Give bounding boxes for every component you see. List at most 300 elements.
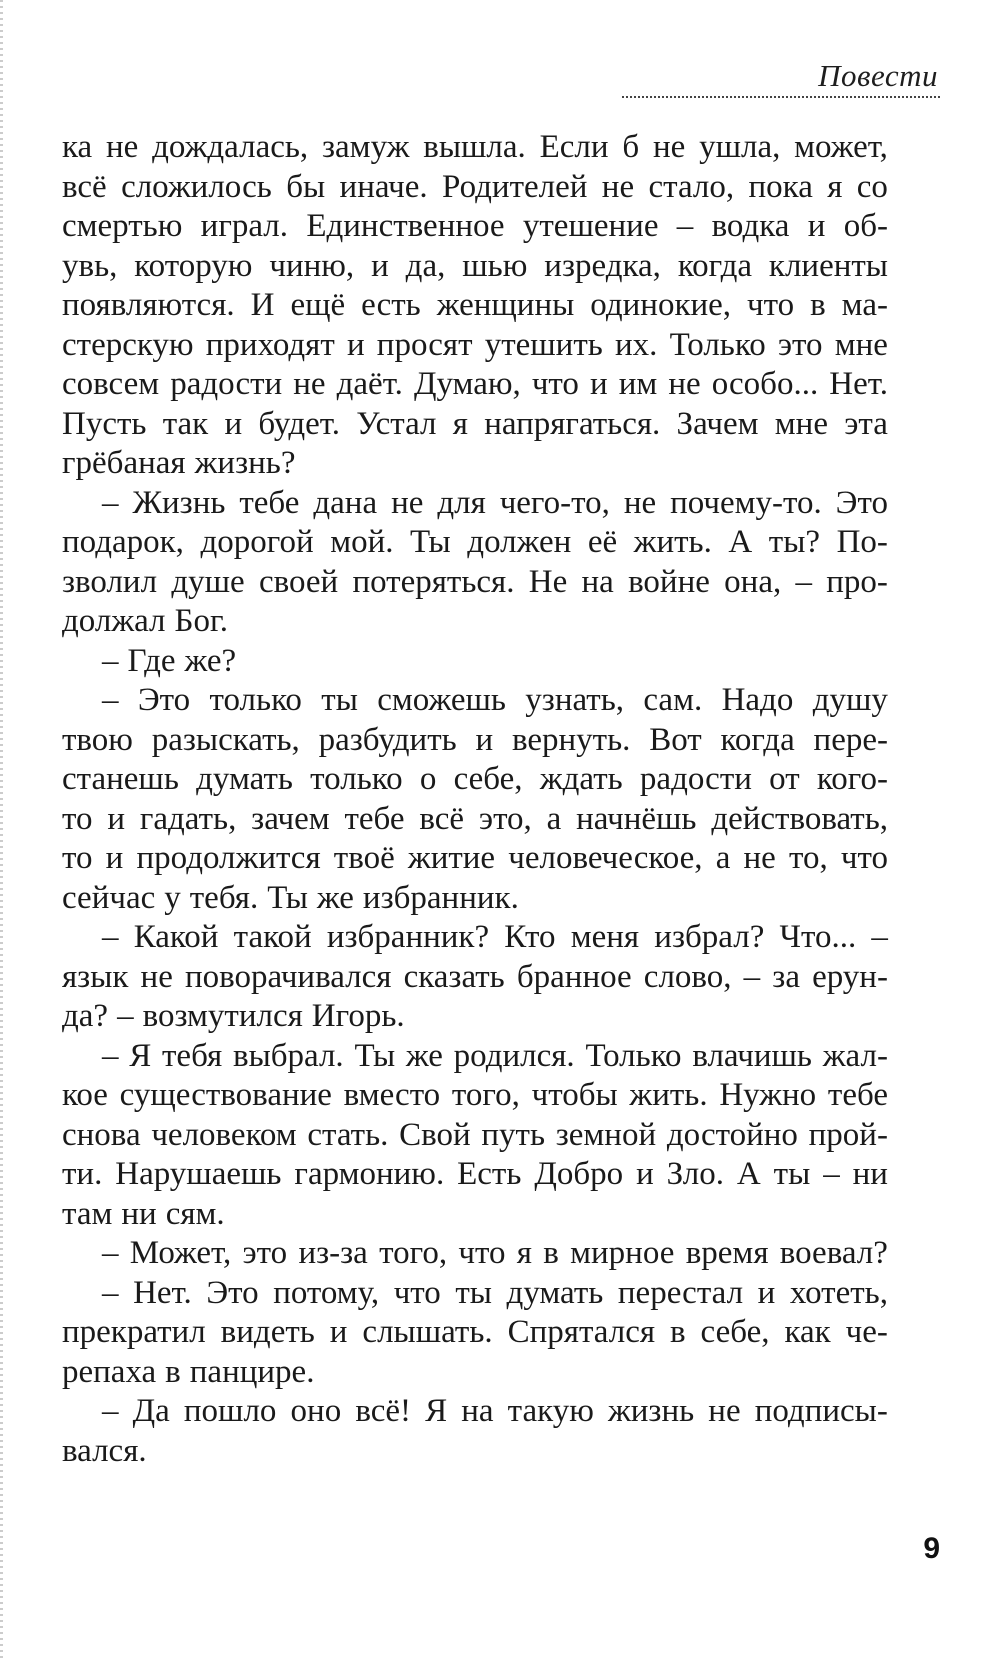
word: подарок, [62, 524, 184, 560]
word: Где [127, 642, 176, 679]
word: грёбаная [62, 445, 186, 481]
running-title-dotted-rule [622, 96, 940, 98]
word: Жизнь [132, 484, 226, 521]
word: женщины [436, 287, 575, 323]
word: не [743, 840, 776, 876]
word: вернуть. [511, 721, 631, 758]
word: – [102, 1037, 119, 1074]
text-line [62, 168, 888, 208]
word: жить. [629, 1077, 708, 1113]
word: сказать [403, 958, 505, 995]
word: же [316, 879, 354, 916]
word: даёт. [336, 366, 403, 402]
word: со [856, 168, 888, 205]
word: и [475, 721, 494, 758]
word: язык [62, 958, 129, 995]
text-line [62, 128, 888, 168]
word: – [102, 682, 119, 718]
word: пока [748, 168, 813, 205]
word: не [623, 484, 657, 521]
word: всё [419, 800, 465, 837]
text-line [62, 1037, 888, 1077]
word: ушла, [699, 129, 781, 165]
word: избранник? [326, 919, 490, 955]
word: и [329, 1314, 348, 1350]
word: – [743, 958, 761, 995]
text-line [62, 1392, 888, 1432]
text-line [62, 326, 888, 366]
word: замуж [322, 129, 410, 165]
word: на [461, 1393, 494, 1429]
text-line [62, 602, 888, 642]
word: – [795, 563, 812, 600]
word: сложилось [121, 168, 272, 205]
word: стало, [648, 168, 735, 205]
word: ка [62, 129, 93, 165]
word: узнать, [525, 682, 625, 718]
word: путь [481, 1116, 546, 1153]
word: когда [720, 721, 795, 758]
word: Это [137, 682, 191, 718]
word: разбудить [318, 721, 457, 758]
word: и [636, 1156, 654, 1192]
word: только [310, 761, 403, 797]
word: че- [845, 1314, 888, 1350]
word: Какой [133, 919, 219, 955]
word: воевал? [779, 1235, 888, 1271]
word: тебя. [189, 879, 259, 916]
word: возмутился [142, 998, 303, 1034]
word: чего-то, [499, 484, 610, 521]
word: Есть [457, 1156, 522, 1192]
word: о [419, 761, 437, 797]
word: которую [134, 247, 253, 284]
word: это [242, 1235, 288, 1271]
word: видеть [220, 1314, 315, 1350]
word: ни [121, 1195, 157, 1232]
word: же? [184, 642, 237, 679]
word: гадать, [139, 800, 237, 837]
word: того, [379, 1235, 448, 1271]
word: прой- [808, 1116, 888, 1153]
text-line [62, 1432, 888, 1472]
word: время [685, 1235, 769, 1271]
word: и [105, 840, 124, 876]
word: что [531, 366, 579, 402]
word: достойно [666, 1116, 798, 1153]
word: тебя [162, 1037, 223, 1074]
word: бы [286, 168, 326, 205]
word: играл. [200, 208, 289, 244]
word: гармонию. [294, 1156, 445, 1192]
word: выбрал. [232, 1037, 344, 1074]
word: утешить [484, 326, 603, 363]
page-edge-shadow [0, 0, 3, 1658]
word: для [437, 484, 486, 521]
word: должал [62, 603, 166, 639]
word: избрал? [654, 919, 765, 955]
word: Бог. [174, 603, 229, 639]
word: душе [171, 563, 245, 600]
word: пошло [183, 1393, 277, 1429]
word: кого- [816, 761, 888, 797]
word: себе, [700, 1314, 770, 1350]
word: кое [62, 1077, 108, 1113]
word: в [669, 1314, 686, 1350]
word: радости [639, 761, 752, 797]
word: поворачивался [184, 958, 392, 995]
word: – [102, 642, 119, 679]
word: А [736, 1156, 761, 1192]
text-line [62, 997, 888, 1037]
word: земной [555, 1116, 657, 1153]
word: мне [834, 326, 888, 363]
text-line [62, 1274, 888, 1314]
word: тебе [344, 800, 405, 837]
word: там [62, 1195, 113, 1232]
word: эта [844, 405, 888, 442]
word: что [458, 1235, 506, 1271]
word: – [823, 1156, 840, 1192]
word: ни [852, 1156, 888, 1192]
word: бранное [516, 958, 632, 995]
word: есть [361, 287, 421, 323]
word: И [250, 287, 275, 323]
text-line [62, 286, 888, 326]
word: Если [539, 129, 609, 165]
word: клиенты [768, 247, 888, 284]
word: ма- [841, 287, 888, 323]
text-line [62, 681, 888, 721]
word: слово, [643, 958, 732, 995]
word: вышла. [423, 129, 526, 165]
word: шью [462, 247, 528, 284]
word: сам. [643, 682, 703, 718]
word: мне [774, 405, 828, 442]
word: тебе [239, 484, 300, 521]
word: начнёшь [576, 800, 697, 837]
word: ждать [539, 761, 623, 797]
word: я [827, 168, 843, 205]
word: перестал [617, 1274, 744, 1311]
word: Это [835, 484, 888, 521]
word: хотеть, [789, 1274, 888, 1311]
word: душу [812, 682, 888, 718]
word: – [102, 919, 119, 955]
word: слышать. [362, 1314, 493, 1350]
word: думать [196, 761, 293, 797]
word: одинокие, [590, 287, 732, 323]
word: думать [506, 1274, 604, 1311]
word: ты [321, 682, 358, 718]
body-text [62, 128, 888, 1471]
word: а [715, 840, 731, 876]
word: у [164, 879, 181, 916]
word: А [728, 524, 753, 560]
text-line [62, 879, 888, 919]
word: на [581, 563, 614, 600]
word: Родителей [442, 168, 588, 205]
word: пере- [813, 721, 888, 758]
word: избранник. [362, 879, 519, 916]
word: Вот [649, 721, 702, 758]
word: Только [585, 1037, 682, 1074]
word: потеряться. [352, 563, 515, 600]
word: подписы- [754, 1393, 888, 1429]
word: только [209, 682, 302, 718]
word: ты [773, 1156, 811, 1192]
word: её [587, 524, 618, 560]
word: особо... [711, 366, 819, 402]
word: из-за [298, 1235, 368, 1271]
word: Ты [410, 524, 451, 560]
word: не [140, 958, 173, 995]
word: – [676, 208, 694, 244]
word: так [162, 405, 209, 442]
text-line [62, 1076, 888, 1116]
word: совсем [62, 366, 160, 402]
word: зволил [62, 563, 158, 600]
word: родился. [453, 1037, 575, 1074]
word: а [546, 800, 562, 837]
word: По- [836, 524, 888, 560]
word: об- [843, 208, 888, 244]
word: то, [788, 840, 828, 876]
text-line [62, 1195, 888, 1235]
word: мирное [570, 1235, 675, 1271]
page-number: 9 [923, 1532, 940, 1565]
word: да, [405, 247, 446, 284]
word: Спрятался [507, 1314, 656, 1350]
text-line [62, 1116, 888, 1156]
word: Я [425, 1393, 448, 1429]
word: им [618, 366, 658, 402]
word: – [117, 998, 134, 1034]
word: смертью [62, 208, 183, 244]
text-line [62, 444, 888, 484]
word: сейчас [62, 879, 156, 916]
word: же [405, 1037, 443, 1074]
word: всё! [355, 1393, 411, 1429]
word: прекратил [62, 1314, 206, 1350]
word: человеческое, [508, 840, 703, 876]
word: не [601, 168, 635, 205]
text-line [62, 918, 888, 958]
text-line [62, 839, 888, 879]
word: и [346, 326, 365, 363]
word: ещё [290, 287, 346, 323]
word: почему-то. [670, 484, 822, 521]
word: такую [507, 1393, 594, 1429]
word: Зачем [676, 405, 759, 442]
word: – [102, 484, 119, 521]
word: жал- [822, 1037, 888, 1074]
word: не [652, 129, 686, 165]
word: Это [206, 1274, 259, 1311]
word: про- [826, 563, 888, 600]
word: это, [478, 800, 532, 837]
word: твоё [333, 840, 395, 876]
word: Может, [129, 1235, 232, 1271]
word: вместо [343, 1077, 441, 1113]
word: Добро [534, 1156, 624, 1192]
word: не [391, 484, 424, 521]
word: вался. [62, 1432, 147, 1469]
text-line [62, 207, 888, 247]
text-line [62, 1313, 888, 1353]
text-line [62, 800, 888, 840]
word: может, [794, 129, 888, 165]
word: я [516, 1235, 532, 1271]
word: мой. [330, 524, 394, 560]
word: и [807, 208, 826, 244]
word: Единственное [306, 208, 505, 244]
word: Думаю, [413, 366, 521, 402]
word: что [393, 1274, 441, 1311]
word: дана [313, 484, 378, 521]
word: то [62, 800, 93, 837]
text-line [62, 563, 888, 603]
word: в [165, 1353, 181, 1390]
word: и [371, 247, 389, 284]
word: Устал [356, 405, 437, 442]
word: в [543, 1235, 559, 1271]
word: жизнь [607, 1393, 695, 1429]
word: Ты [354, 1037, 396, 1074]
word: оно [290, 1393, 342, 1429]
word: – [102, 1274, 119, 1311]
word: жить. [633, 524, 712, 560]
word: просят [376, 326, 473, 363]
word: жизнь? [194, 445, 296, 481]
text-line [62, 760, 888, 800]
word: снова [62, 1116, 141, 1153]
word: житие [407, 840, 496, 876]
text-line [62, 721, 888, 761]
word: Не [528, 563, 568, 600]
word: за [772, 958, 800, 995]
word: когда [677, 247, 753, 284]
word: в [810, 287, 826, 323]
word: Надо [721, 682, 794, 718]
word: их. [615, 326, 658, 363]
word: она, [724, 563, 782, 600]
word: Свой [399, 1116, 471, 1153]
word: не [293, 366, 326, 402]
running-title: Повести [818, 58, 938, 93]
word: то [62, 840, 93, 876]
word: Зло. [666, 1156, 724, 1192]
word: Нет. [133, 1274, 192, 1311]
word: Что... [779, 919, 857, 955]
text-line [62, 1155, 888, 1195]
word: ти. [62, 1156, 103, 1192]
text-line [62, 523, 888, 563]
word: и [224, 405, 243, 442]
word: существование [119, 1077, 332, 1113]
word: что [840, 840, 888, 876]
word: и [757, 1274, 776, 1311]
word: панцире. [189, 1353, 315, 1390]
word: сможешь [377, 682, 506, 718]
word: зачем [251, 800, 330, 837]
word: как [784, 1314, 831, 1350]
word: дождалась, [152, 129, 309, 165]
word: чиню, [269, 247, 355, 284]
word: Игорь. [311, 998, 405, 1034]
word: Я [129, 1037, 152, 1074]
word: такой [233, 919, 312, 955]
word: не [106, 129, 139, 165]
word: и [107, 800, 125, 837]
word: Нарушаешь [115, 1156, 282, 1192]
text-line [62, 642, 888, 682]
word: я [452, 405, 468, 442]
word: утешение [522, 208, 659, 244]
word: всё [62, 168, 107, 205]
word: иначе. [339, 168, 428, 205]
word: человеком [151, 1116, 297, 1153]
word: не [668, 366, 701, 402]
word: это [777, 326, 823, 363]
word: – [102, 1235, 119, 1271]
word: чтобы [531, 1077, 618, 1113]
word: дорогой [200, 524, 314, 560]
word: стать. [307, 1116, 389, 1153]
word: ты? [768, 524, 821, 560]
word: продолжится [136, 840, 321, 876]
word: войне [628, 563, 710, 600]
word: да? [62, 998, 109, 1034]
word: ерун- [812, 958, 888, 995]
word: будет. [258, 405, 340, 442]
word: увь, [62, 247, 118, 284]
word: – [871, 919, 888, 955]
word: сям. [165, 1195, 225, 1232]
word: б [622, 129, 640, 165]
word: изредка, [544, 247, 661, 284]
word: станешь [62, 761, 179, 797]
word: что [747, 287, 795, 323]
word: должен [467, 524, 572, 560]
word: Нужно [719, 1077, 817, 1113]
word: водка [711, 208, 790, 244]
word: потому, [273, 1274, 380, 1311]
word: радости [170, 366, 283, 402]
word: Кто [504, 919, 556, 955]
text-line [62, 1353, 888, 1393]
text-line [62, 365, 888, 405]
word: действовать, [711, 800, 888, 837]
text-line [62, 247, 888, 287]
word: себе, [453, 761, 523, 797]
word: меня [570, 919, 640, 955]
word: приходят [205, 326, 335, 363]
word: того, [451, 1077, 520, 1113]
word: Нет. [829, 366, 888, 402]
word: – [102, 1393, 119, 1429]
text-line [62, 405, 888, 445]
word: Ты [267, 879, 308, 916]
word: ты [455, 1274, 492, 1311]
word: разыскать, [151, 721, 300, 758]
word: не [708, 1393, 741, 1429]
text-line [62, 1234, 888, 1274]
word: от [769, 761, 800, 797]
word: появляются. [62, 287, 235, 323]
word: тебе [827, 1077, 888, 1113]
word: стерскую [62, 326, 194, 363]
